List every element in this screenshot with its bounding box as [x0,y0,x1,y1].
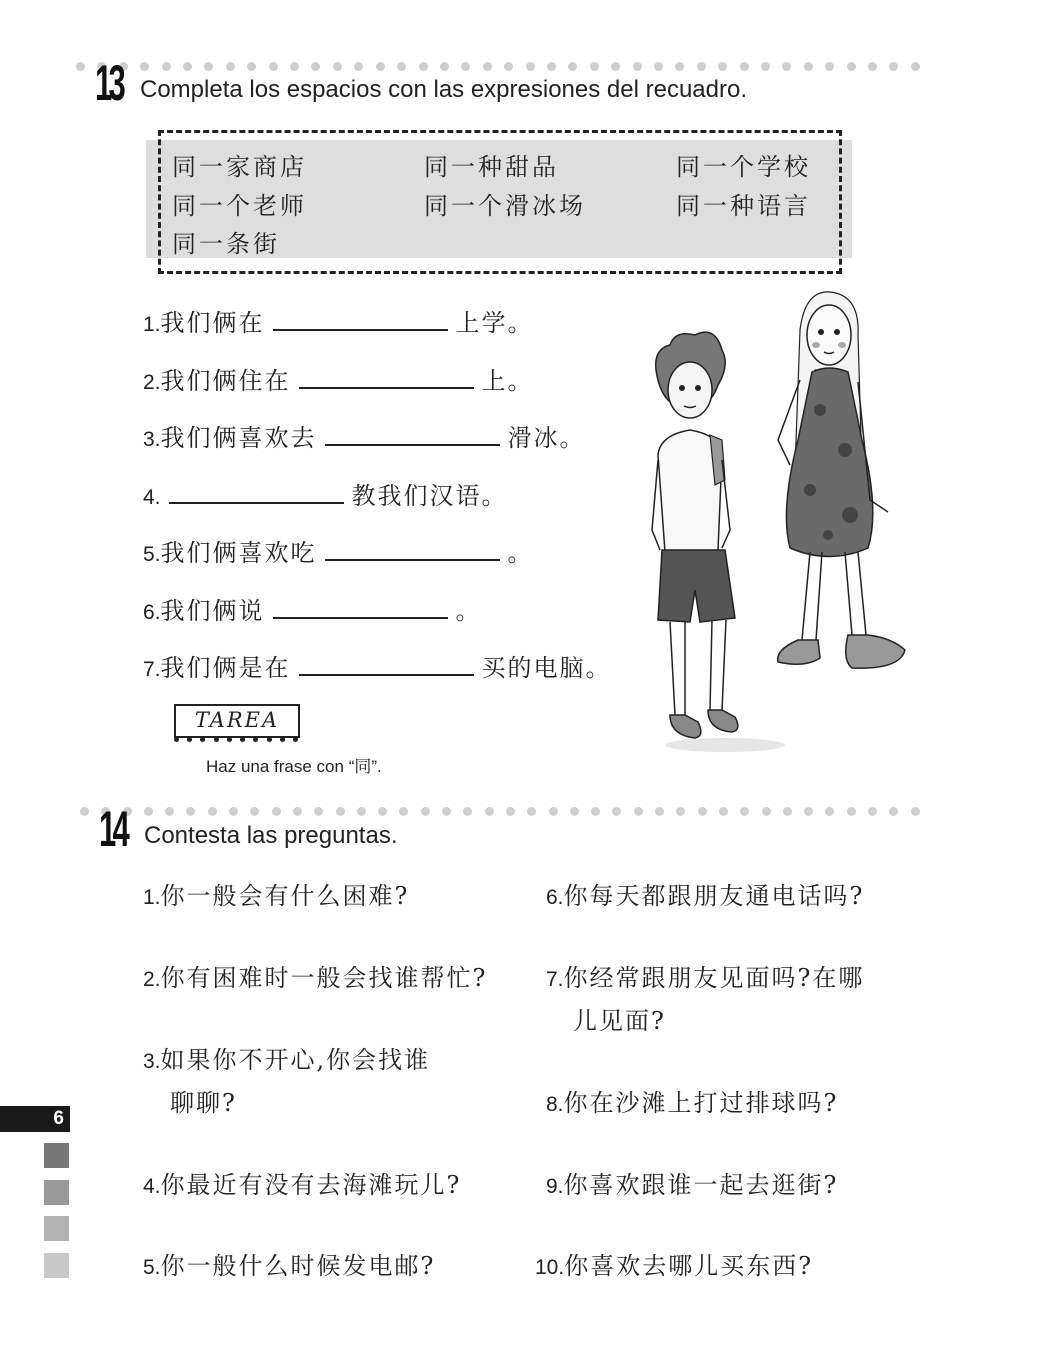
question-7 [546,958,864,993]
unit-tab [0,1106,70,1132]
box-item: 同一种语言 [676,192,811,220]
sentence-before: 我们俩是在 [160,654,291,682]
unit-square [44,1143,69,1168]
sentence-number: 5. [143,543,161,566]
girl-figure [778,292,905,668]
question-5 [143,1246,435,1281]
question-text: 你有困难时一般会找谁帮忙? [160,964,488,992]
sentence-number: 7. [143,658,161,681]
question-text: 你最近有没有去海滩玩儿? [160,1171,462,1199]
kids-illustration [630,290,920,760]
sentence-after: 教我们汉语。 [351,482,508,510]
sentence-before: 我们俩喜欢去 [160,424,317,452]
exercise-13-title: Completa los espacios con las expresiones del recuadro. [140,76,747,103]
answer-blank[interactable] [169,484,344,504]
box-item: 同一条街 [172,230,280,258]
sentence-5 [143,533,534,568]
question-text: 如果你不开心,你会找谁 [160,1046,431,1074]
answer-blank[interactable] [299,369,474,389]
answer-blank[interactable] [325,426,500,446]
sentence-after: 买的电脑。 [481,654,612,682]
question-text: 你经常跟朋友见面吗?在哪 [563,964,865,992]
sentence-after: 。 [507,539,534,567]
question-number: 5. [143,1256,161,1279]
boy-figure [652,332,738,738]
box-item: 同一个滑冰场 [424,192,586,220]
sentence-3 [143,418,586,453]
question-9 [546,1165,838,1200]
answer-blank[interactable] [273,311,448,331]
sentence-7 [143,648,612,683]
question-10 [535,1246,813,1281]
box-item: 同一家商店 [172,153,307,181]
question-text: 你一般会有什么困难? [160,882,410,910]
tarea-dots [174,737,298,742]
question-number: 8. [546,1093,564,1116]
unit-square [44,1253,69,1278]
question-text: 你每天都跟朋友通电话吗? [563,882,865,910]
question-number: 4. [143,1175,161,1198]
sentence-before: 我们俩说 [160,597,265,625]
question-number: 2. [143,968,161,991]
box-item: 同一种甜品 [424,153,559,181]
exercise-13-number: 13 [95,55,123,111]
sentence-before: 我们俩在 [160,309,265,337]
tarea-instruction: Haz una frase con “同”. [206,757,382,776]
question-number: 3. [143,1050,161,1073]
dotted-separator-13 [76,62,920,72]
question-8 [546,1083,838,1118]
question-2 [143,958,487,993]
sentence-number: 2. [143,371,161,394]
unit-number: 6 [53,1108,64,1129]
sentence-after: 。 [455,597,482,625]
sentence-4 [143,476,508,511]
question-text: 你喜欢去哪儿买东西? [564,1252,814,1280]
answer-blank[interactable] [273,599,448,619]
sentence-number: 6. [143,601,161,624]
exercise-14-number: 14 [99,801,127,857]
question-number: 7. [546,968,564,991]
sentence-number: 4. [143,486,161,509]
sentence-after: 上。 [481,367,534,395]
question-number: 9. [546,1175,564,1198]
question-3-line2: 聊聊? [170,1089,237,1117]
question-number: 1. [143,886,161,909]
question-1 [143,876,409,911]
sentence-before: 我们俩喜欢吃 [160,539,317,567]
sentence-after: 上学。 [455,309,534,337]
question-7-line2: 儿见面? [573,1007,666,1035]
unit-square [44,1216,69,1241]
sentence-after: 滑冰。 [507,424,586,452]
sentence-number: 1. [143,313,161,336]
box-item: 同一个学校 [676,153,811,181]
exercise-14-title: Contesta las preguntas. [144,822,398,849]
question-text: 你一般什么时候发电邮? [160,1252,436,1280]
answer-blank[interactable] [299,656,474,676]
box-item: 同一个老师 [172,192,307,220]
sentence-2 [143,361,534,396]
question-text: 你喜欢跟谁一起去逛街? [563,1171,839,1199]
unit-square [44,1180,69,1205]
sentence-6 [143,591,482,626]
question-number: 6. [546,886,564,909]
tarea-label: TAREA [174,704,300,738]
sentence-number: 3. [143,428,161,451]
sentence-1 [143,303,534,338]
question-number: 10. [535,1256,565,1279]
question-3 [143,1040,430,1075]
answer-blank[interactable] [325,541,500,561]
question-text: 你在沙滩上打过排球吗? [563,1089,839,1117]
question-4 [143,1165,461,1200]
question-6 [546,876,864,911]
sentence-before: 我们俩住在 [160,367,291,395]
dotted-separator-14 [80,807,920,817]
